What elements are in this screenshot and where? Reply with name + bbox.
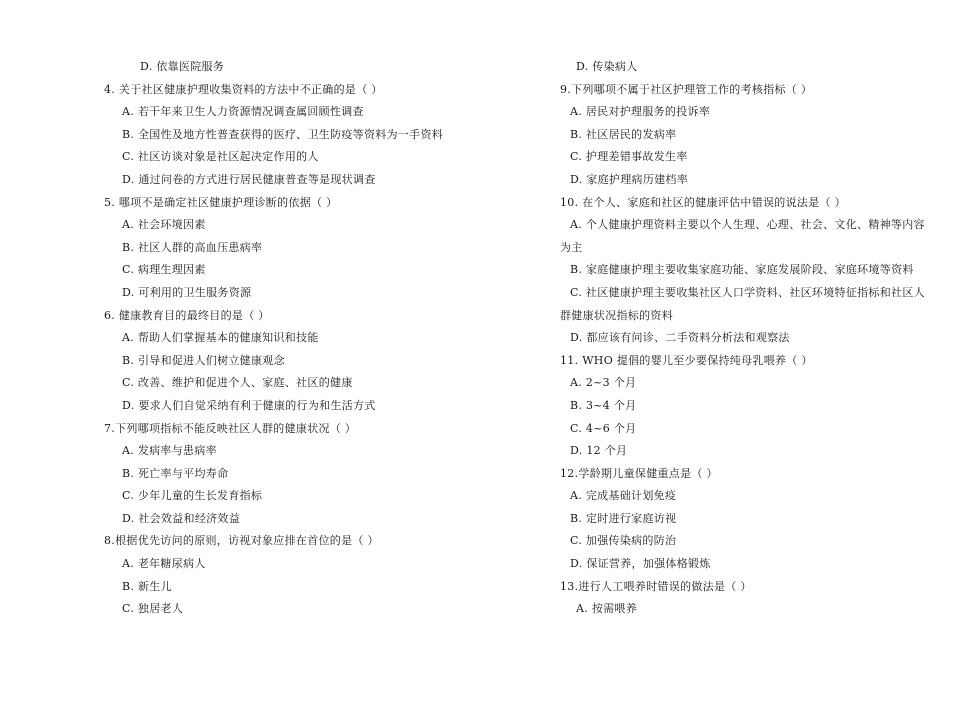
option-line: D. 都应该有问诊、二手资料分析法和观察法	[570, 331, 790, 345]
option-line: D. 要求人们自觉采纳有利于健康的行为和生活方式	[122, 398, 376, 412]
option-line: C. 少年儿童的生长发育指标	[122, 489, 263, 503]
question-line: 8.根据优先访问的原则，访视对象应排在首位的是（ ）	[104, 534, 379, 548]
question-line: 7.下列哪项指标不能反映社区人群的健康状况（ ）	[104, 421, 357, 435]
option-line: D. 保证营养，加强体格锻炼	[570, 557, 711, 571]
question-line: 5. 哪项不是确定社区健康护理诊断的依据（ ）	[104, 195, 338, 209]
continuation-line: 群健康状况指标的资料	[560, 308, 673, 322]
option-line: C. 社区访谈对象是社区起决定作用的人	[122, 150, 319, 164]
option-line: B. 引导和促进人们树立健康观念	[122, 353, 285, 367]
option-line: C. 改善、维护和促进个人、家庭、社区的健康	[122, 376, 353, 390]
option-line: A. 老年糖尿病人	[122, 557, 206, 571]
option-line: C. 4~6 个月	[570, 421, 637, 435]
question-line: 13.进行人工喂养时错误的做法是（ ）	[560, 579, 752, 593]
option-line: B. 3~4 个月	[570, 398, 637, 412]
right-column	[560, 56, 950, 621]
option-line: C. 病理生理因素	[122, 263, 206, 277]
option-line: B. 定时进行家庭访视	[570, 511, 677, 525]
option-line: A. 居民对护理服务的投诉率	[570, 105, 711, 119]
option-line: A. 按需喂养	[576, 602, 638, 616]
question-line: 9.下列哪项不属于社区护理管工作的考核指标（ ）	[560, 82, 813, 96]
option-line: D. 12 个月	[570, 444, 628, 458]
option-line: A. 发病率与患病率	[122, 444, 217, 458]
option-line: C. 护理差错事故发生率	[570, 150, 688, 164]
option-line: B. 新生儿	[122, 579, 172, 593]
option-line: C. 社区健康护理主要收集社区人口学资料、社区环境特征指标和社区人	[570, 285, 925, 299]
option-line: A. 社会环境因素	[122, 218, 206, 232]
option-line: D. 依靠医院服务	[140, 60, 225, 73]
option-line: B. 社区人群的高血压患病率	[122, 240, 263, 254]
question-line: 12.学龄期儿童保健重点是（ ）	[560, 466, 718, 480]
question-line: 6. 健康教育目的最终目的是（ ）	[104, 308, 270, 322]
option-line: B. 死亡率与平均寿命	[122, 466, 229, 480]
option-line: D. 家庭护理病历建档率	[570, 172, 689, 186]
continuation-line: 为主	[560, 240, 583, 254]
option-line: D. 可利用的卫生服务资源	[122, 285, 252, 299]
option-line: D. 通过问卷的方式进行居民健康普查等是现状调查	[122, 172, 376, 186]
option-line: A. 若干年来卫生人力资源情况调查属回顾性调查	[122, 105, 364, 119]
option-line: D. 传染病人	[576, 60, 638, 73]
option-line: A. 帮助人们掌握基本的健康知识和技能	[122, 331, 319, 345]
left-column	[104, 56, 524, 621]
question-line: 4. 关于社区健康护理收集资料的方法中不正确的是（ ）	[104, 82, 383, 96]
option-line: D. 社会效益和经济效益	[122, 511, 241, 525]
question-line: 10. 在个人、家庭和社区的健康评估中错误的说法是（ ）	[560, 195, 846, 209]
question-line: 11. WHO 提倡的婴儿至少要保持纯母乳喂养（ ）	[560, 353, 813, 367]
option-line: B. 家庭健康护理主要收集家庭功能、家庭发展阶段、家庭环境等资料	[570, 263, 914, 277]
option-line: A. 个人健康护理资料主要以个人生理、心理、社会、文化、精神等内容	[570, 218, 925, 232]
option-line: B. 社区居民的发病率	[570, 127, 677, 141]
option-line: A. 2~3 个月	[570, 376, 637, 390]
option-line: C. 独居老人	[122, 602, 184, 616]
option-line: C. 加强传染病的防治	[570, 534, 677, 548]
option-line: A. 完成基础计划免疫	[570, 489, 677, 503]
option-line: B. 全国性及地方性普查获得的医疗、卫生防疫等资料为一手资料	[122, 127, 444, 141]
